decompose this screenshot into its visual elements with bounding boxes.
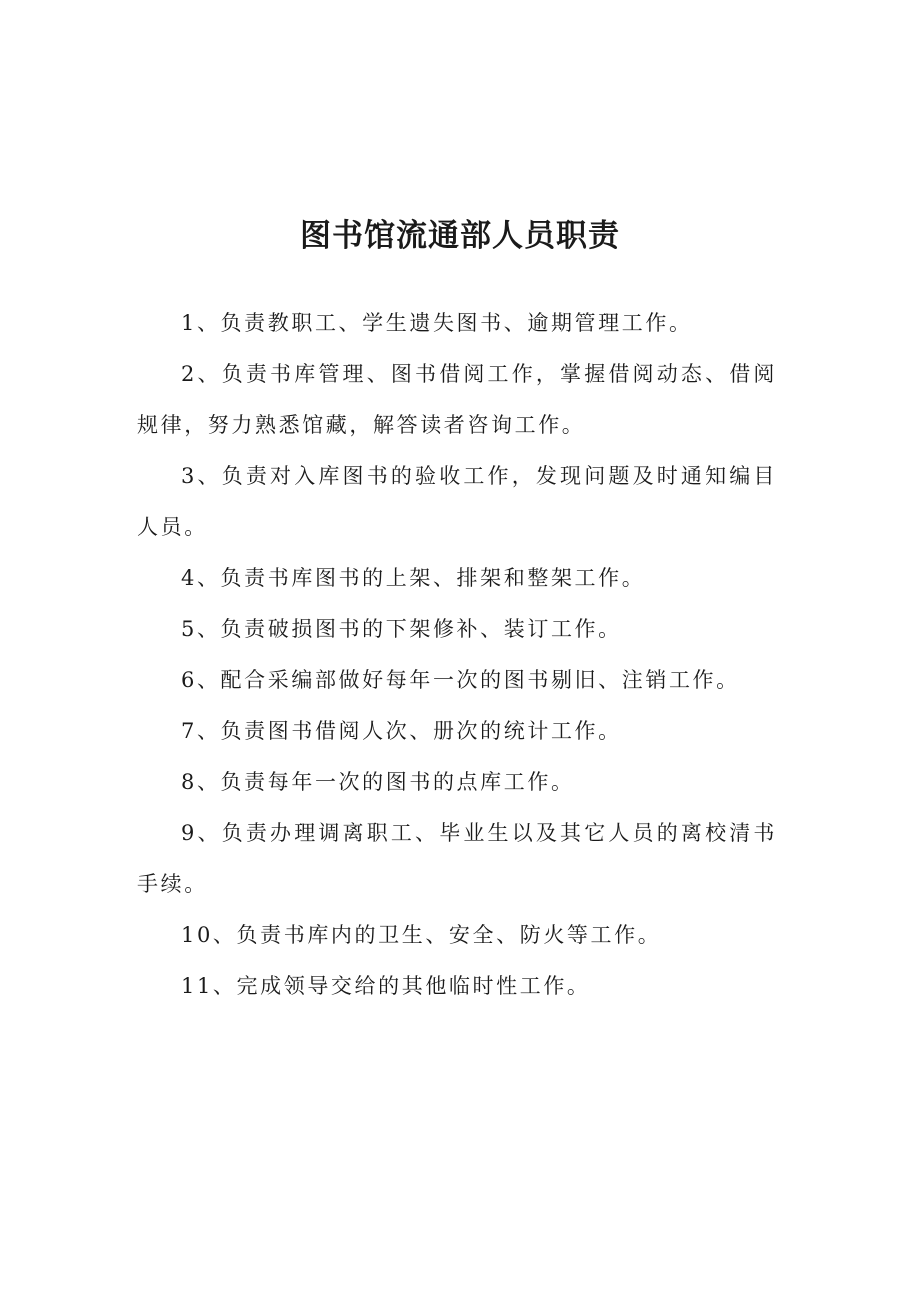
duty-item-11: 11、完成领导交给的其他临时性工作。 [181, 974, 591, 998]
duty-item-10: 10、负责书库内的卫生、安全、防火等工作。 [181, 923, 662, 947]
duty-item-5: 5、负责破损图书的下架修补、装订工作。 [181, 617, 622, 641]
duty-item-3: 3、负责对入库图书的验收工作，发现问题及时通知编目人员。 [137, 464, 777, 539]
duties-list [137, 298, 777, 1012]
duty-item-2: 2、负责书库管理、图书借阅工作，掌握借阅动态、借阅规律，努力熟悉馆藏，解答读者咨询工作。 [137, 362, 777, 437]
duty-item-7: 7、负责图书借阅人次、册次的统计工作。 [181, 719, 622, 743]
duty-item-6: 6、配合采编部做好每年一次的图书剔旧、注销工作。 [181, 668, 740, 692]
duty-item-4: 4、负责书库图书的上架、排架和整架工作。 [181, 566, 646, 590]
duty-item-1: 1、负责教职工、学生遗失图书、逾期管理工作。 [181, 311, 693, 335]
duty-item-9: 9、负责办理调离职工、毕业生以及其它人员的离校清书手续。 [137, 821, 777, 896]
document-title: 图书馆流通部人员职责 [300, 218, 620, 254]
duty-item-8: 8、负责每年一次的图书的点库工作。 [181, 770, 575, 794]
